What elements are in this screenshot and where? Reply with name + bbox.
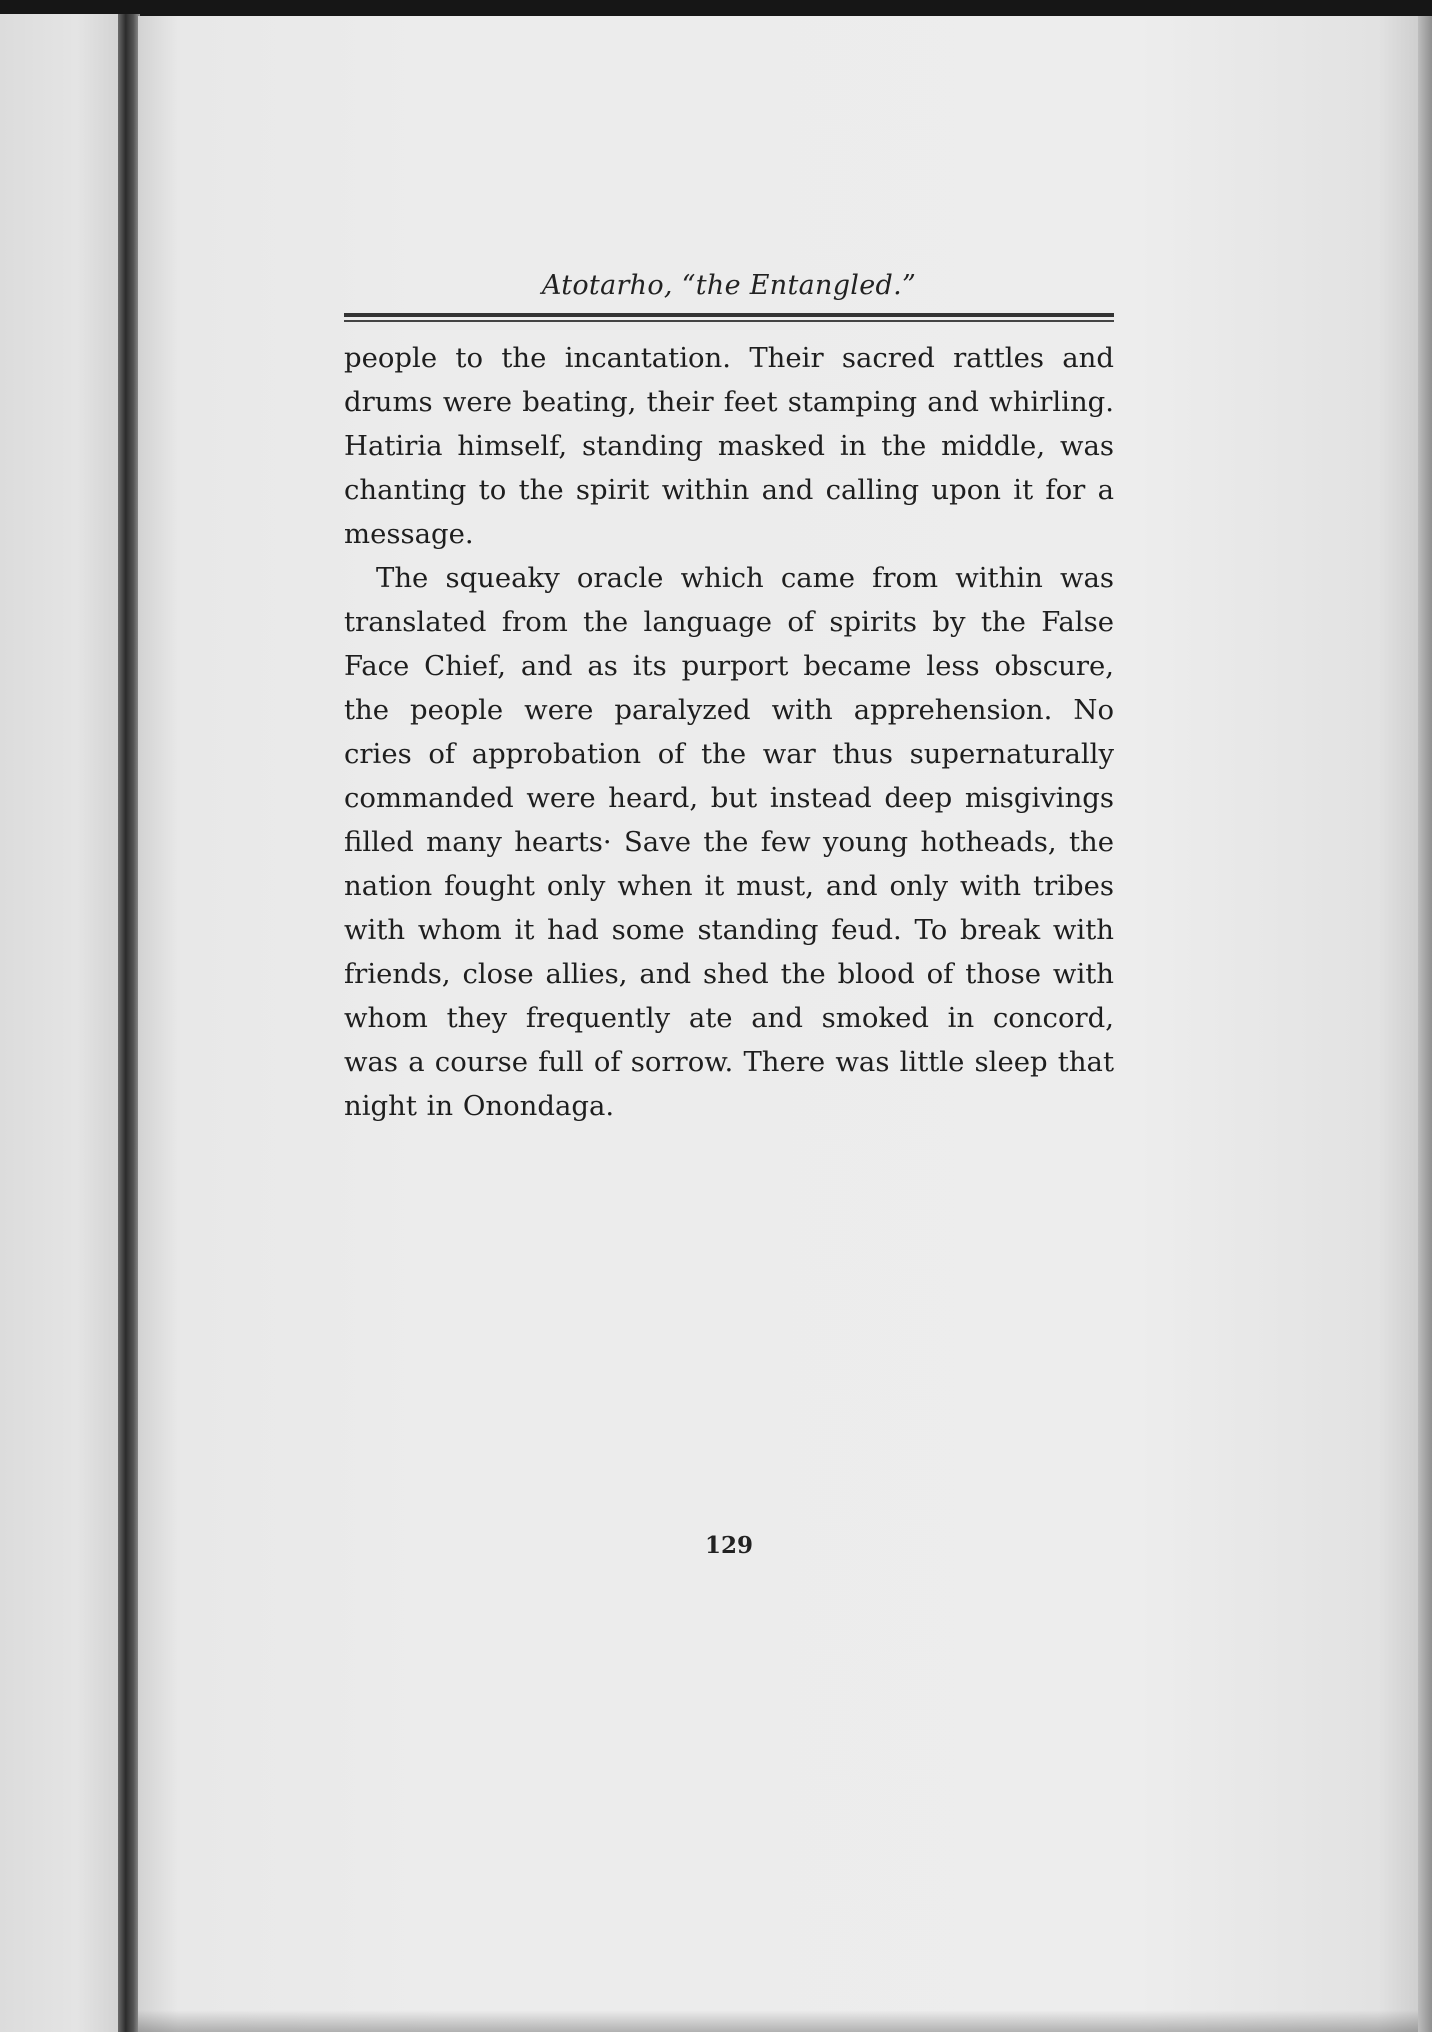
left-page-edge	[0, 14, 128, 2032]
page-number: 129	[704, 1532, 753, 1559]
running-head: Atotarho, “the Entangled.”	[541, 270, 917, 301]
header-double-rule	[344, 313, 1114, 323]
paragraph-continued: people to the incantation. Their sacred rattles and drums were beating, their feet stamping and whirling. Hatiria himself, standing masked in the middle, was chanting to the spirit within and calling upon it for a message.	[344, 342, 1114, 550]
page-bottom-shadow	[138, 2010, 1430, 2032]
body-text	[344, 336, 1114, 1128]
header-rule-thin	[344, 320, 1114, 322]
paragraph-oracle: The squeaky oracle which came from within was translated from the language of spirits by the False Face Chief, and as its purport became less obscure, the people were paralyzed with apprehension. No cries of approbation of the war thus supernaturally commanded were heard, but instead deep misgivings filled many hearts· Save the few young hotheads, the nation fought only when it must, and only with tribes with whom it had some standing feud. To break with friends, close allies, and shed the blood of those with whom they frequently ate and smoked in concord, was a course full of sorrow. There was little sleep that night in Onondaga.	[344, 562, 1114, 1122]
book-spine	[118, 14, 140, 2032]
page-right-edge	[1418, 16, 1432, 2032]
header-rule-thick	[344, 313, 1114, 317]
